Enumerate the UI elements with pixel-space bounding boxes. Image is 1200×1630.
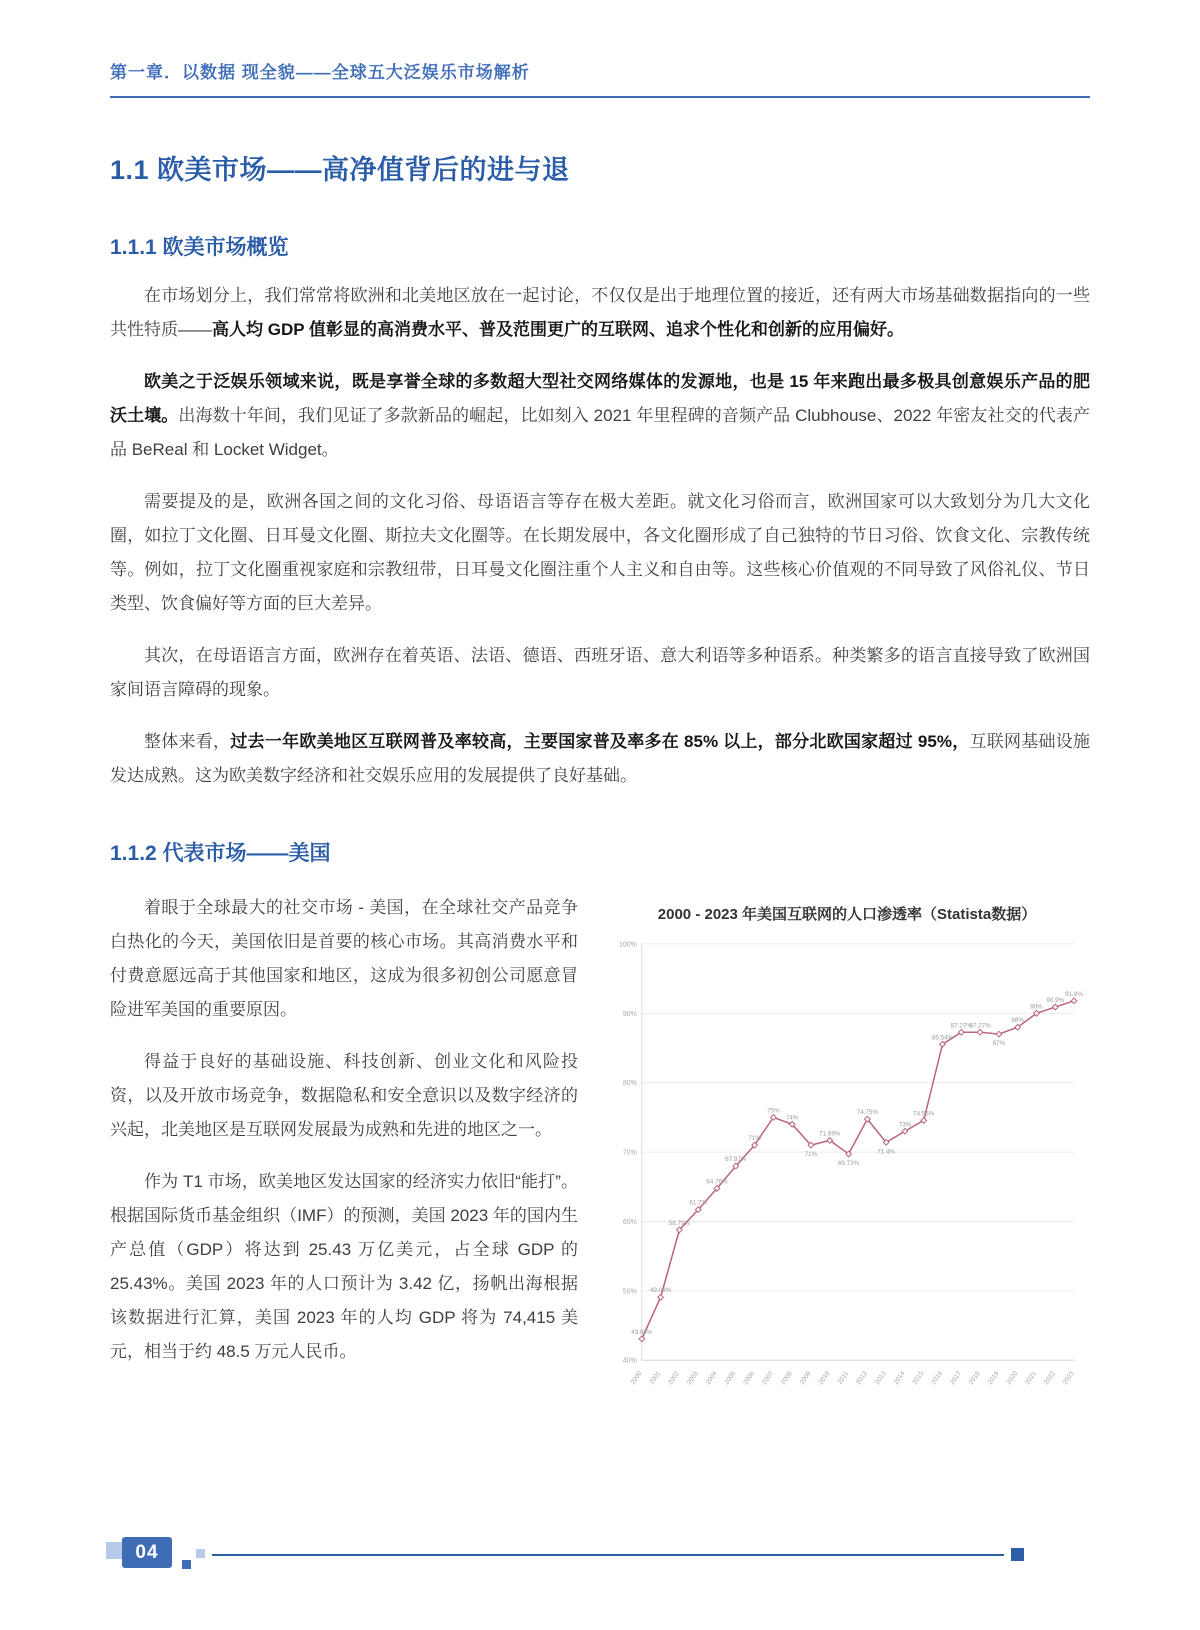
- svg-text:74%: 74%: [785, 1114, 799, 1122]
- footer-decor-square-light-left: [106, 1542, 123, 1559]
- svg-text:87.27%: 87.27%: [969, 1022, 991, 1030]
- svg-text:100%: 100%: [619, 941, 637, 949]
- svg-text:2003: 2003: [685, 1370, 700, 1387]
- two-column-section: [110, 873, 1090, 1424]
- svg-text:2001: 2001: [648, 1370, 663, 1387]
- svg-text:2000: 2000: [629, 1370, 644, 1387]
- section-title: 1.1 欧美市场——高净值背后的进与退: [110, 155, 570, 185]
- text-segment: 过去一年欧美地区互联网普及率较高，主要国家普及率多在 85% 以上，部分北欧国家超过 95%，: [230, 732, 970, 751]
- line-chart-svg: [604, 928, 1090, 1424]
- svg-text:61.7%: 61.7%: [689, 1199, 708, 1207]
- overview-paragraph-3: [110, 485, 1090, 621]
- subsection-overview-heading: 1.1.1 欧美市场概览: [110, 236, 289, 259]
- text-segment: 互联网基础设施发达成熟。这为欧美数字经济和社交娱乐应用的发展提供了良好基础。: [110, 732, 1091, 785]
- chart-panel: [604, 873, 1090, 1424]
- text-segment: 出海数十年间，我们见证了多款新品的崛起，比如刻入 2021 年里程碑的音频产品 Clubhouse、2022 年密友社交的代表产品 BeReal 和 Locket Widget。: [110, 406, 1091, 459]
- svg-text:2011: 2011: [836, 1370, 851, 1386]
- overview-paragraph-4: [110, 639, 1090, 707]
- svg-text:2013: 2013: [873, 1370, 888, 1387]
- svg-text:74.75%: 74.75%: [856, 1109, 878, 1117]
- svg-text:58.79%: 58.79%: [668, 1219, 691, 1227]
- page-number-badge: 04: [122, 1537, 172, 1568]
- overview-paragraph-2: [110, 365, 1090, 467]
- us-paragraph-3: [110, 1165, 578, 1369]
- svg-text:2007: 2007: [761, 1370, 776, 1387]
- svg-text:91.8%: 91.8%: [1065, 990, 1083, 998]
- svg-text:2010: 2010: [817, 1370, 832, 1387]
- svg-text:70%: 70%: [622, 1149, 637, 1157]
- footer-decor-square-end: [1011, 1548, 1024, 1561]
- svg-text:2004: 2004: [704, 1370, 719, 1387]
- chart-title: 2000 - 2023 年美国互联网的人口渗透率（Statista数据）: [657, 906, 1037, 923]
- svg-text:2002: 2002: [667, 1370, 682, 1387]
- footer-decor-square-light: [196, 1549, 205, 1558]
- overview-paragraph-5: [110, 725, 1090, 793]
- svg-text:73%: 73%: [898, 1121, 912, 1129]
- svg-text:2012: 2012: [855, 1370, 869, 1387]
- svg-text:69.73%: 69.73%: [837, 1159, 860, 1167]
- svg-text:43.08%: 43.08%: [631, 1328, 653, 1336]
- header-divider-line: [110, 96, 1090, 98]
- page-footer: [110, 1537, 1090, 1581]
- text-segment: 着眼于全球最大的社交市场 - 美国，在全球社交产品竞争白热化的今天，美国依旧是首要的核心市场。其高消费水平和付费意愿远高于其他国家和地区，这成为很多初创公司愿意冒险进军美国的重要原因。: [110, 898, 578, 1019]
- svg-text:90%: 90%: [1030, 1003, 1043, 1011]
- text-segment: 欧美之于泛娱乐领域来说，既是享誉全球的多数超大型社交网络媒体的发源地，也是 15 年来跑出最多极具创意娱乐产品的肥沃土壤。: [110, 372, 1090, 425]
- svg-text:2019: 2019: [986, 1370, 1001, 1387]
- svg-text:90%: 90%: [622, 1010, 637, 1018]
- text-segment: 得益于良好的基础设施、科技创新、创业文化和风险投资，以及开放市场竞争，数据隐私和安全意识以及数字经济的兴起，北美地区是互联网发展最为成熟和先进的地区之一。: [110, 1052, 578, 1139]
- svg-text:2021: 2021: [1024, 1370, 1039, 1387]
- svg-text:2014: 2014: [892, 1370, 907, 1387]
- us-paragraph-1: [110, 891, 578, 1027]
- svg-text:88%: 88%: [1011, 1017, 1024, 1025]
- svg-text:2016: 2016: [930, 1370, 945, 1387]
- svg-text:85.54%: 85.54%: [931, 1034, 954, 1042]
- svg-text:2020: 2020: [1005, 1370, 1020, 1387]
- us-paragraph-2: [110, 1045, 578, 1147]
- chapter-header-text: 第一章．以数据 现全貌——全球五大泛娱乐市场解析: [110, 63, 530, 82]
- subsection-us-heading: 1.1.2 代表市场——美国: [110, 842, 331, 865]
- svg-text:2022: 2022: [1042, 1370, 1057, 1387]
- svg-text:2018: 2018: [967, 1370, 982, 1387]
- text-segment: 其次，在母语语言方面，欧洲存在着英语、法语、德语、西班牙语、意大利语等多种语系。种类繁多的语言直接导致了欧洲国家间语言障碍的现象。: [110, 646, 1090, 699]
- footer-decor-square-dark: [182, 1560, 191, 1569]
- us-market-text-column: [110, 873, 578, 1424]
- svg-text:2017: 2017: [948, 1370, 963, 1387]
- svg-text:2015: 2015: [911, 1370, 926, 1387]
- svg-text:64.76%: 64.76%: [706, 1178, 728, 1186]
- svg-text:87.27%: 87.27%: [950, 1022, 972, 1030]
- text-segment: 作为 T1 市场，欧美地区发达国家的经济实力依旧“能打”。根据国际货币基金组织（IMF）的预测，美国 2023 年的国内生产总值（GDP）将达到 25.43 万亿美元，占全球 GDP 的 25.43%。美国 2023 年的人口预计为 3.42 亿，扬帆出海根据该数据进行汇算，美国 2023 年的人均 GDP 将为 74,415 美元，相当于约 48.5 万元人民币。: [110, 1172, 578, 1361]
- svg-text:2008: 2008: [779, 1370, 794, 1387]
- svg-text:71%: 71%: [748, 1135, 761, 1143]
- text-segment: 整体来看，: [144, 732, 231, 751]
- text-segment: 需要提及的是，欧洲各国之间的文化习俗、母语语言等存在极大差距。就文化习俗而言，欧洲国家可以大致划分为几大文化圈，如拉丁文化圈、日耳曼文化圈、斯拉夫文化圈等。在长期发展中，各文化圈形成了自己独特的节日习俗、饮食文化、宗教传统等。例如，拉丁文化圈重视家庭和宗教纽带，日耳曼文化圈注重个人主义和自由等。这些核心价值观的不同导致了风俗礼仪、节日类型、饮食偏好等方面的巨大差异。: [110, 492, 1090, 613]
- page-header: [110, 0, 1090, 98]
- svg-text:67.97%: 67.97%: [725, 1156, 747, 1164]
- svg-text:71.4%: 71.4%: [877, 1148, 896, 1156]
- svg-text:87%: 87%: [992, 1040, 1006, 1048]
- svg-text:60%: 60%: [622, 1218, 637, 1226]
- svg-text:2009: 2009: [798, 1370, 813, 1387]
- svg-text:2023: 2023: [1061, 1370, 1076, 1387]
- text-segment: 高人均 GDP 值彰显的高消费水平、普及范围更广的互联网、追求个性化和创新的应用偏好。: [212, 320, 904, 339]
- svg-text:50%: 50%: [622, 1288, 637, 1296]
- svg-text:71.69%: 71.69%: [819, 1130, 841, 1138]
- us-internet-penetration-chart: [604, 928, 1090, 1424]
- text-segment: 在市场划分上，我们常常将欧洲和北美地区放在一起讨论，不仅仅是出于地理位置的接近，还有两大市场基础数据指向的一些共性特质——: [110, 286, 1090, 339]
- svg-text:90.9%: 90.9%: [1046, 997, 1065, 1005]
- svg-text:2006: 2006: [742, 1370, 757, 1387]
- svg-text:71%: 71%: [804, 1151, 818, 1159]
- svg-text:40%: 40%: [622, 1357, 637, 1365]
- footer-divider-line: [212, 1554, 1004, 1556]
- overview-paragraph-1: [110, 279, 1090, 347]
- svg-text:49.08%: 49.08%: [650, 1287, 672, 1295]
- svg-text:74.56%: 74.56%: [913, 1110, 935, 1118]
- svg-text:75%: 75%: [767, 1107, 780, 1115]
- svg-text:2005: 2005: [723, 1370, 738, 1387]
- svg-text:80%: 80%: [622, 1080, 637, 1088]
